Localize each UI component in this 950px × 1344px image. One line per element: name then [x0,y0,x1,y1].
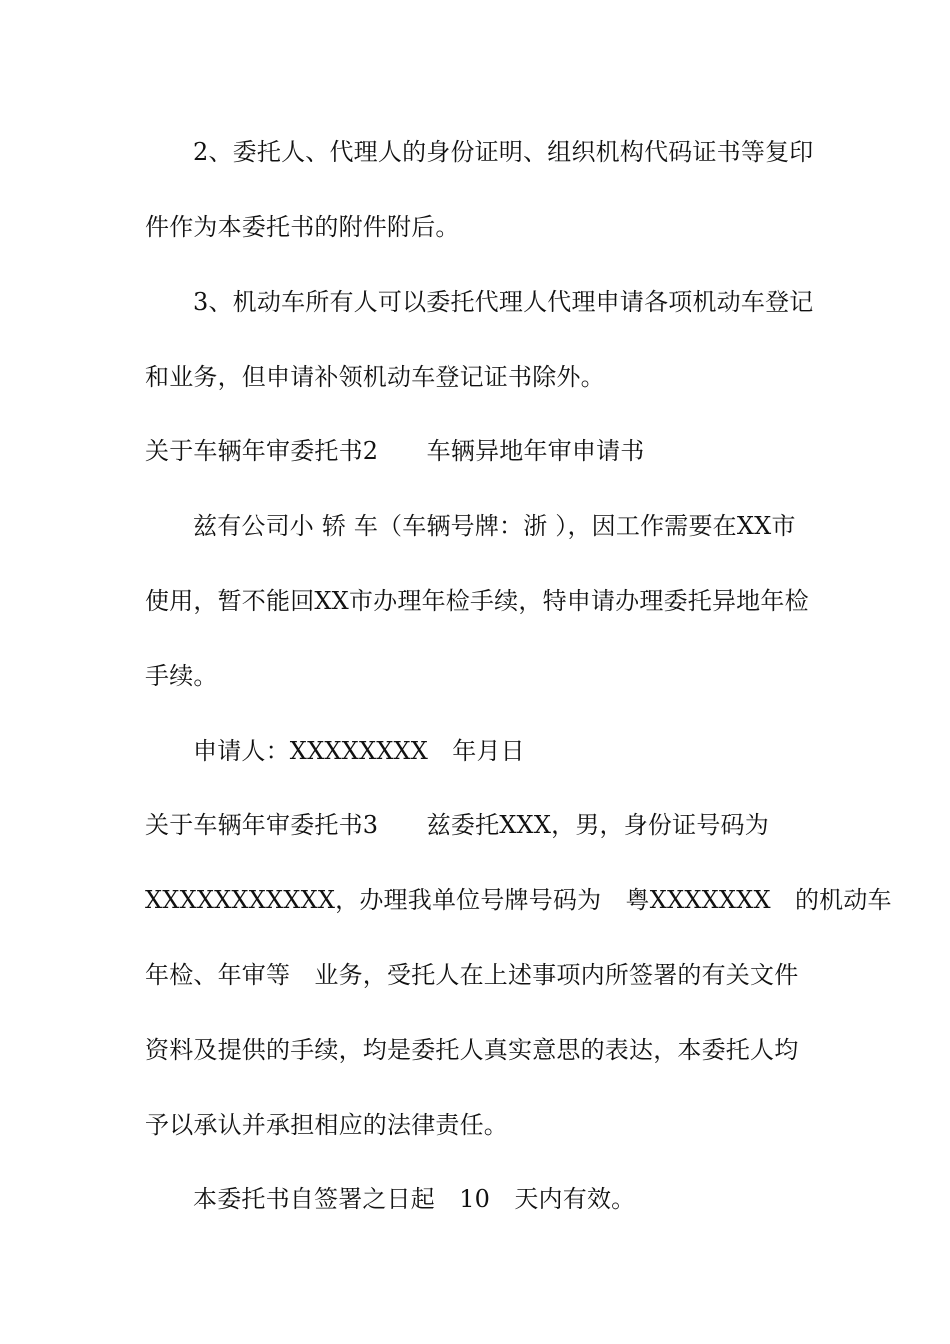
paragraph-line: 和业务，但申请补领机动车登记证书除外。 [145,363,605,391]
paragraph-line: 手续。 [145,662,218,690]
paragraph-line: 兹有公司小 轿 车（车辆号牌：浙 ），因工作需要在XX市 [193,512,796,540]
paragraph-line: 3、机动车所有人可以委托代理人代理申请各项机动车登记 [193,288,814,316]
paragraph-line: XXXXXXXXXXX，办理我单位号牌号码为 粤XXXXXXX 的机动车 [145,886,892,914]
paragraph-line: 予以承认并承担相应的法律责任。 [145,1111,508,1139]
section-heading-line: 关于车辆年审委托书2 车辆异地年审申请书 [145,437,645,465]
paragraph-line: 2、委托人、代理人的身份证明、组织机构代码证书等复印 [193,138,814,166]
validity-line: 本委托书自签署之日起 10 天内有效。 [193,1185,636,1213]
paragraph-line: 使用，暂不能回XX市办理年检手续，特申请办理委托异地年检 [145,587,809,615]
section-heading-line: 关于车辆年审委托书3 兹委托XXX，男，身份证号码为 [145,811,769,839]
paragraph-line: 年检、年审等 业务，受托人在上述事项内所签署的有关文件 [145,961,799,989]
paragraph-line: 资料及提供的手续，均是委托人真实意思的表达，本委托人均 [145,1036,799,1064]
paragraph-line: 件作为本委托书的附件附后。 [145,213,460,241]
signature-date-line: 申请人：XXXXXXXX 年月日 [193,737,525,765]
